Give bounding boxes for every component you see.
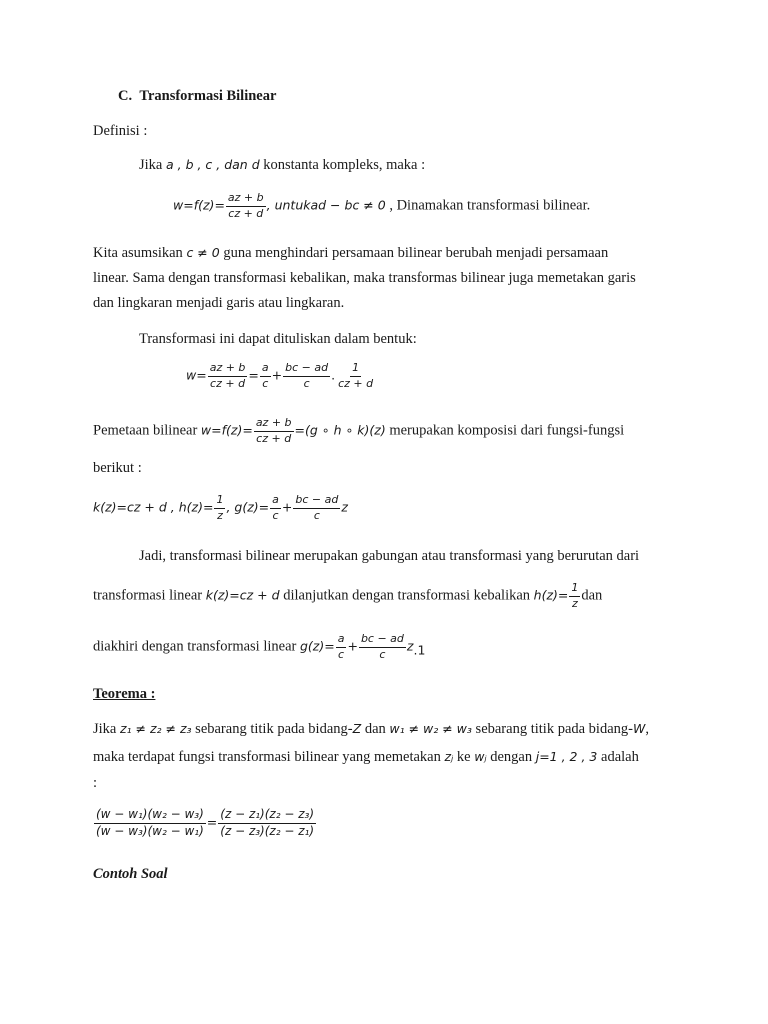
jika-prefix: Jika: [139, 157, 163, 173]
teorema-adalah: adalah: [601, 749, 639, 765]
f1-tail: , Dinamakan transformasi bilinear.: [389, 197, 591, 214]
para1-pre: Kita asumsikan: [93, 245, 183, 261]
jadi-line3-z: z: [406, 638, 414, 654]
g-frac1: [270, 494, 281, 522]
f1-eq: =: [214, 197, 225, 213]
cross-ratio-right: [218, 808, 316, 839]
h-fraction: [214, 494, 225, 522]
g-z: z: [341, 499, 348, 515]
f2-frac4-den: cz + d: [338, 376, 374, 390]
teorema-title: Teorema :: [93, 686, 156, 702]
jadi-line2-k: k(z)=cz + d: [205, 587, 280, 603]
teorema-comma: ,: [645, 721, 649, 737]
para1-line1: [93, 245, 608, 262]
pemetaan-line: [93, 417, 624, 445]
contoh-soal-heading: Contoh Soal: [93, 866, 168, 882]
jadi-line2-den: z: [571, 596, 578, 610]
teorema-dengan: dengan: [490, 749, 533, 765]
para1-line2: linear. Sama dengan transformasi kebalikan, maka transformas bilinear juga memetakan garis: [93, 270, 636, 286]
f1-den: cz + d: [228, 206, 264, 220]
g-pre: , g(z)=: [226, 499, 270, 515]
pemetaan-den: cz + d: [256, 431, 292, 445]
f2-frac3-num: bc − ad: [283, 362, 330, 377]
g-num2: bc − ad: [293, 494, 340, 509]
jadi-line2-fraction: [569, 582, 580, 610]
f2-lhs: w=: [186, 367, 207, 383]
teorema-bidang1: sebarang titik pada bidang-: [195, 721, 353, 737]
jadi-line3: [93, 633, 425, 661]
f1-arg: (z): [198, 197, 215, 213]
section-title: Transformasi Bilinear: [139, 88, 277, 104]
teorema-j: j=1 , 2 , 3: [535, 749, 598, 764]
jadi-line2-post: dan: [581, 587, 603, 604]
pemetaan-fraction: [254, 417, 294, 445]
cross-ratio-left-num: (w − w₁)(w₂ − w₃): [94, 808, 206, 824]
g-num1: a: [270, 494, 281, 509]
f2-frac2-num: a: [260, 362, 271, 377]
teorema-jika: Jika: [93, 721, 117, 737]
pemetaan-arg: (z)=: [226, 422, 253, 438]
jika-line: [139, 157, 425, 174]
teorema-dan: dan: [364, 721, 386, 737]
bentuk-line: Transformasi ini dapat dituliskan dalam bentuk:: [139, 331, 417, 347]
cross-ratio-formula: [93, 808, 317, 839]
para1-math: c ≠ 0: [186, 245, 220, 260]
h-den: z: [217, 508, 223, 522]
f2-frac2: [260, 362, 271, 390]
jadi-line3-sub: .1: [413, 642, 426, 658]
f1-lhs: w=f: [173, 197, 199, 213]
teorema-Z: Z: [352, 721, 362, 736]
f1-fraction: [226, 192, 266, 220]
cross-ratio-left-den: (w − w₃)(w₂ − w₁): [96, 823, 204, 838]
f2-frac4: [336, 362, 375, 390]
f2-frac4-num: 1: [350, 362, 361, 377]
pemetaan-suffix: merupakan komposisi dari fungsi-fungsi: [389, 422, 625, 439]
jika-suffix: konstanta kompleks, maka :: [263, 157, 426, 173]
formula-decomposition: [186, 362, 376, 390]
f2-plus: +: [271, 367, 283, 383]
jadi-line3-den2: c: [379, 647, 386, 661]
f2-eq: =: [248, 367, 259, 383]
f1-num: az + b: [226, 192, 266, 207]
teorema-line3: :: [93, 775, 98, 791]
jadi-line3-pre: diakhiri dengan transformasi linear: [93, 638, 297, 655]
f1-condition: , untukad − bc ≠ 0: [266, 197, 386, 213]
cross-ratio-right-num: (z − z₁)(z₂ − z₃): [218, 808, 316, 824]
cross-ratio-eq: =: [206, 814, 218, 830]
jadi-line3-num2: bc − ad: [359, 633, 406, 648]
pemetaan-prefix: Pemetaan bilinear: [93, 422, 198, 439]
teorema-zj: zⱼ: [444, 749, 454, 764]
teorema-wj: wⱼ: [474, 749, 487, 764]
section-letter: C.: [118, 88, 133, 104]
jadi-line3-frac1: [336, 633, 347, 661]
definisi-label: Definisi :: [93, 123, 148, 139]
teorema-ke: ke: [456, 749, 471, 765]
cross-ratio-left: [94, 808, 206, 839]
g-frac2: [293, 494, 340, 522]
teorema-bidang2: sebarang titik pada bidang-: [475, 721, 633, 737]
jadi-line3-frac2: [359, 633, 406, 661]
jadi-line2: [93, 582, 602, 610]
pemetaan-lhs: w=f: [200, 422, 227, 438]
f2-frac3-den: c: [303, 376, 310, 390]
pemetaan-line2: berikut :: [93, 460, 142, 476]
para1-post: guna menghindari persamaan bilinear berubah menjadi persamaan: [223, 245, 609, 261]
h-num: 1: [214, 494, 225, 509]
jadi-line3-g: g(z)=: [299, 638, 335, 654]
pemetaan-comp: =(g ∘ h ∘ k)(z): [294, 422, 386, 438]
k-def: k(z)=cz + d , h(z)=: [93, 499, 214, 515]
jadi-line3-den1: c: [338, 647, 345, 661]
g-den1: c: [272, 508, 279, 522]
g-plus: +: [281, 499, 293, 515]
f2-frac1: [208, 362, 248, 390]
jadi-line2-num: 1: [569, 582, 580, 597]
section-heading: [118, 88, 276, 105]
teorema-z-points: z₁ ≠ z₂ ≠ z₃: [119, 721, 192, 736]
functions-line: [93, 494, 348, 522]
jika-vars: a , b , c , dan d: [165, 157, 260, 172]
f2-frac3: [283, 362, 330, 390]
f2-frac2-den: c: [262, 376, 269, 390]
jadi-line2-pre: transformasi linear: [93, 587, 203, 604]
teorema-line1: [93, 721, 649, 738]
teorema-line2-pre: maka terdapat fungsi transformasi bilinear yang memetakan: [93, 749, 441, 765]
jadi-line2-mid: dilanjutkan dengan transformasi kebalikan: [283, 587, 531, 604]
pemetaan-num: az + b: [254, 417, 294, 432]
teorema-line2: [93, 749, 639, 766]
jadi-line3-plus: +: [347, 638, 358, 654]
jadi-line3-num1: a: [336, 633, 347, 648]
f2-frac1-den: cz + d: [210, 376, 246, 390]
formula-bilinear: [173, 192, 590, 220]
jadi-line2-h: h(z)=: [533, 587, 569, 603]
f2-frac1-num: az + b: [208, 362, 248, 377]
para1-line3: dan lingkaran menjadi garis atau lingkaran.: [93, 295, 345, 311]
teorema-W: W: [632, 721, 646, 736]
g-den2: c: [313, 508, 320, 522]
teorema-w-points: w₁ ≠ w₂ ≠ w₃: [389, 721, 472, 736]
cross-ratio-right-den: (z − z₃)(z₂ − z₁): [220, 823, 315, 838]
jadi-line1: Jadi, transformasi bilinear merupakan gabungan atau transformasi yang berurutan dari: [139, 548, 640, 564]
f2-dot: .: [331, 367, 336, 383]
